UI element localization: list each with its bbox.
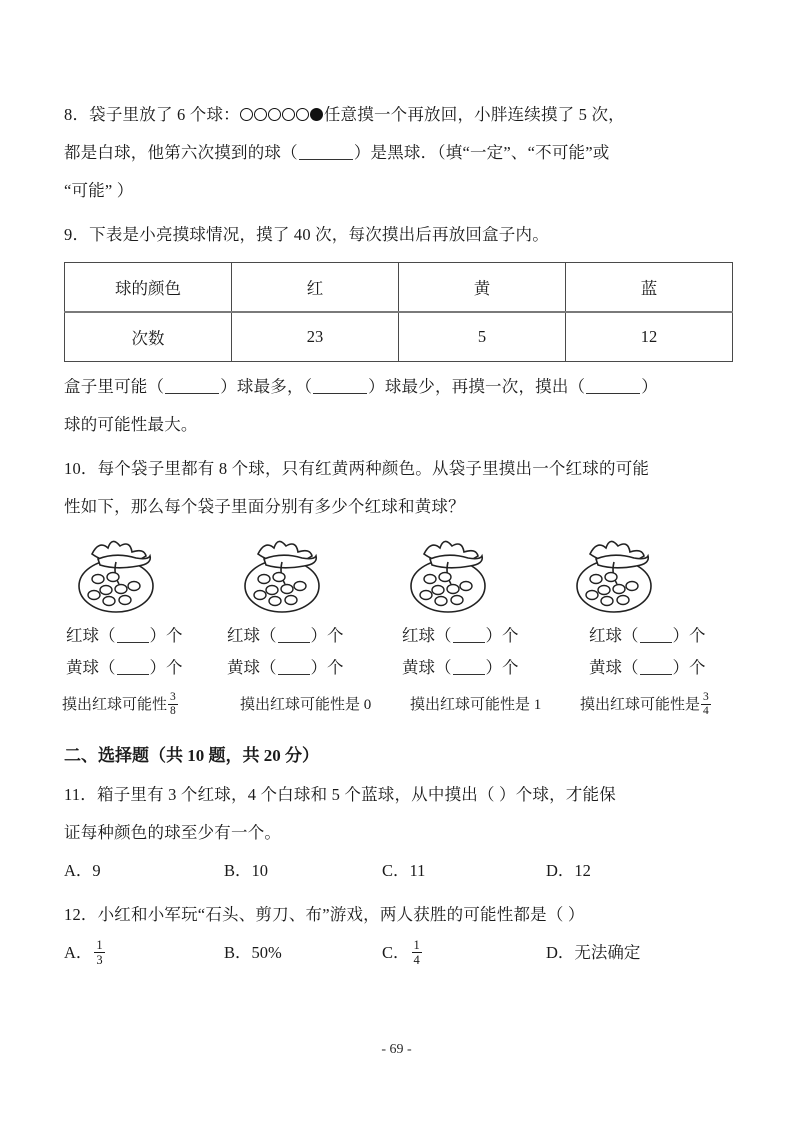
probability-label — [62, 688, 240, 722]
question-10-stem-line-2: 性如下，那么每个袋子里面分别有多少个红球和黄球？ — [64, 497, 465, 516]
probability-text: 摸出红球可能性是 1 — [410, 697, 542, 713]
question-8-text-d: ）是黑球．（填“一定”、“不可能”或 — [353, 143, 610, 162]
table-cell-count-red: 23 — [232, 312, 399, 362]
question-9-text-d: ） — [641, 377, 658, 396]
tally-table — [64, 262, 733, 362]
red-ball-prefix: 红球（ — [66, 626, 116, 645]
yellow-ball-suffix: ）个 — [149, 658, 183, 677]
table-row-header-color: 球的颜色 — [65, 263, 232, 313]
option-c[interactable]: C．11 — [382, 861, 426, 880]
filled-circle-icon — [310, 108, 323, 121]
table-cell-color-yellow: 黄 — [399, 263, 566, 313]
question-11-line-1: 11．箱子里有 3 个红球，4 个白球和 5 个蓝球，从中摸出（ ）个球，才能保 — [64, 785, 616, 804]
bag-cell — [64, 534, 230, 618]
fraction — [168, 691, 178, 717]
bag-with-balls-icon — [404, 534, 496, 618]
fraction — [412, 938, 422, 967]
question-8-text-b: 任意摸一个再放回，小胖连续摸了 5 次， — [323, 105, 625, 124]
ball-row — [240, 105, 324, 124]
option-a[interactable]: A．9 — [64, 861, 101, 880]
answer-blank[interactable] — [278, 629, 310, 643]
question-12 — [64, 896, 730, 972]
fraction-numerator: 3 — [703, 691, 709, 704]
probability-text: 摸出红球可能性是 — [580, 697, 701, 713]
question-8-text-a: 8．袋子里放了 6 个球： — [64, 105, 240, 124]
fraction — [701, 691, 711, 717]
option-d[interactable]: D．无法确定 — [546, 943, 641, 962]
red-ball-suffix: ）个 — [149, 626, 183, 645]
question-10-stem-line-1: 10．每个袋子里都有 8 个球，只有红黄两种颜色。从袋子里摸出一个红球的可能 — [64, 459, 650, 478]
fraction-denominator: 8 — [170, 704, 176, 717]
question-9-text-b: ）球最多，（ — [220, 377, 313, 396]
yellow-ball-label — [374, 652, 549, 684]
yellow-ball-label — [549, 652, 736, 684]
question-12-line-1: 12．小红和小军玩“石头、剪刀、布”游戏，两人获胜的可能性都是（ ） — [64, 905, 585, 924]
yellow-ball-suffix: ）个 — [485, 658, 519, 677]
red-ball-label — [213, 620, 374, 652]
yellow-ball-prefix: 黄球（ — [227, 658, 277, 677]
yellow-ball-prefix: 黄球（ — [402, 658, 452, 677]
question-11-options — [64, 852, 730, 890]
bag-with-balls-icon — [238, 534, 330, 618]
question-11 — [64, 776, 730, 890]
question-9-text-c: ）球最少，再摸一次，摸出（ — [368, 377, 586, 396]
page-content — [64, 96, 730, 978]
question-8-text-c: 都是白球，他第六次摸到的球（ — [64, 143, 298, 162]
fraction-denominator: 4 — [413, 952, 420, 967]
answer-blank[interactable] — [453, 661, 485, 675]
fraction-denominator: 4 — [703, 704, 709, 717]
answer-blank[interactable] — [117, 629, 149, 643]
yellow-ball-prefix: 黄球（ — [589, 658, 639, 677]
answer-blank[interactable] — [586, 379, 640, 394]
question-9 — [64, 216, 730, 444]
question-9-followup-line-2: 球的可能性最大。 — [64, 415, 198, 434]
question-11-line-2: 证每种颜色的球至少有一个。 — [64, 823, 282, 842]
red-ball-suffix: ）个 — [672, 626, 706, 645]
question-12-options — [64, 934, 730, 972]
answer-blank[interactable] — [165, 379, 219, 394]
yellow-ball-label — [64, 652, 213, 684]
section-heading-choice: 二、选择题（共 10 题，共 20 分） — [64, 746, 319, 765]
question-8-line-2 — [64, 134, 730, 172]
probability-text: 摸出红球可能性 — [62, 697, 168, 713]
open-circle-icon — [254, 108, 267, 121]
answer-blank[interactable] — [313, 379, 367, 394]
bag-cell — [562, 534, 728, 618]
probability-label — [240, 688, 410, 722]
yellow-ball-label — [213, 652, 374, 684]
probability-text: 摸出红球可能性是 0 — [240, 697, 372, 713]
option-c[interactable] — [382, 934, 546, 972]
yellow-ball-suffix: ）个 — [310, 658, 344, 677]
question-8-line-1 — [64, 96, 730, 134]
red-ball-label — [64, 620, 213, 652]
red-ball-prefix: 红球（ — [589, 626, 639, 645]
red-ball-label-row — [64, 620, 736, 652]
option-c-label: C． — [382, 943, 410, 962]
option-a[interactable] — [64, 934, 224, 972]
open-circle-icon — [282, 108, 295, 121]
bag-illustrations — [64, 534, 728, 618]
table-row-header-count: 次数 — [65, 312, 232, 362]
option-b[interactable]: B．50% — [224, 943, 282, 962]
page-number: - 69 - — [381, 1042, 412, 1057]
bag-with-balls-icon — [570, 534, 662, 618]
table-cell-color-red: 红 — [232, 263, 399, 313]
fraction-denominator: 3 — [96, 952, 103, 967]
open-circle-icon — [268, 108, 281, 121]
yellow-ball-suffix: ）个 — [672, 658, 706, 677]
red-ball-label — [549, 620, 736, 652]
option-a-label: A． — [64, 943, 93, 962]
question-9-text-a: 盒子里可能（ — [64, 377, 165, 396]
answer-blank[interactable] — [299, 145, 353, 160]
table-row — [65, 312, 733, 362]
fraction-numerator: 3 — [170, 691, 176, 704]
table-cell-count-yellow: 5 — [399, 312, 566, 362]
probability-label — [410, 688, 580, 722]
answer-blank[interactable] — [117, 661, 149, 675]
answer-blank[interactable] — [640, 661, 672, 675]
question-8 — [64, 96, 730, 210]
question-10 — [64, 450, 730, 722]
probability-label-row — [62, 688, 742, 722]
table-row — [65, 263, 733, 313]
table-cell-count-blue: 12 — [566, 312, 733, 362]
question-8-line-3: “可能” ） — [64, 181, 134, 200]
open-circle-icon — [240, 108, 253, 121]
option-b[interactable]: B．10 — [224, 861, 269, 880]
open-circle-icon — [296, 108, 309, 121]
option-d[interactable]: D．12 — [546, 861, 591, 880]
yellow-ball-prefix: 黄球（ — [66, 658, 116, 677]
fraction — [94, 938, 104, 967]
answer-blank[interactable] — [278, 661, 310, 675]
red-ball-suffix: ）个 — [310, 626, 344, 645]
question-9-followup-line-1 — [64, 368, 730, 406]
bag-cell — [230, 534, 396, 618]
red-ball-label — [374, 620, 549, 652]
bag-cell — [396, 534, 562, 618]
yellow-ball-label-row — [64, 652, 736, 684]
answer-blank[interactable] — [640, 629, 672, 643]
probability-label — [580, 688, 740, 722]
red-ball-prefix: 红球（ — [227, 626, 277, 645]
question-9-stem: 9．下表是小亮摸球情况，摸了 40 次，每次摸出后再放回盒子内。 — [64, 225, 549, 244]
answer-blank[interactable] — [453, 629, 485, 643]
table-cell-color-blue: 蓝 — [566, 263, 733, 313]
fraction-numerator: 1 — [96, 937, 103, 952]
bag-with-balls-icon — [72, 534, 164, 618]
red-ball-prefix: 红球（ — [402, 626, 452, 645]
red-ball-suffix: ）个 — [485, 626, 519, 645]
fraction-numerator: 1 — [413, 937, 420, 952]
